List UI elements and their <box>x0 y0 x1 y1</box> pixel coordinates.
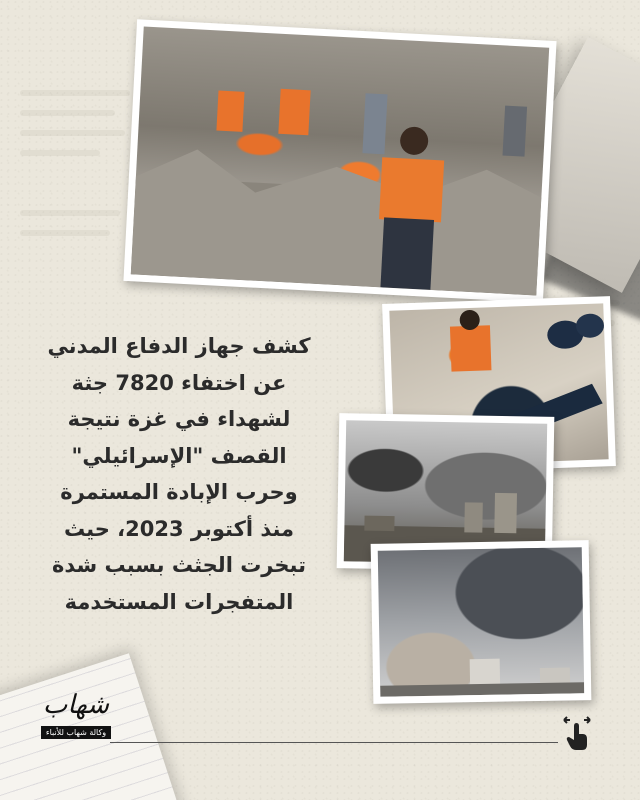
logo-mark: شهاب <box>42 690 110 720</box>
rescue-workers-illustration <box>131 27 549 296</box>
headline-text: كشف جهاز الدفاع المدني عن اختفاء 7820 جثة لشهداء في غزة نتيجة القصف "الإسرائيلي" وحرب الإبادة المستمرة منذ أكتوبر 2023، حيث تبخرت الجثث بسبب شدة المتفجرات المستخدمة <box>47 334 311 614</box>
photo-rescue-workers <box>123 19 556 303</box>
airstrike-illustration <box>378 547 585 697</box>
photo-airstrike-smoke <box>371 540 592 704</box>
shehab-logo <box>40 690 112 739</box>
swipe-hand-icon[interactable] <box>560 712 594 752</box>
footer-divider <box>110 742 558 743</box>
logo-caption: وكالة شهاب للأنباء <box>41 726 111 739</box>
